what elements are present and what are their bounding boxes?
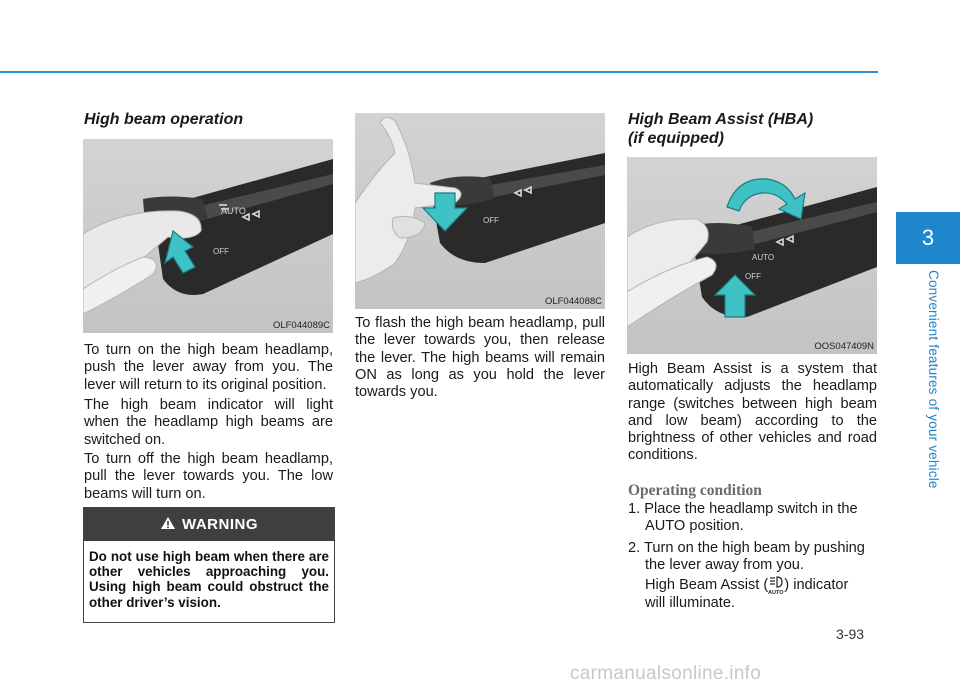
lever-label-off: OFF — [745, 272, 761, 281]
warning-triangle-icon — [160, 509, 176, 542]
warning-box — [83, 507, 335, 623]
step-1 — [628, 501, 878, 536]
lever-label-auto: AUTO — [752, 253, 775, 262]
step-1-cont: AUTO position. — [645, 518, 744, 535]
step-1-text: Place the headlamp switch in the — [644, 501, 858, 517]
subheading-operating-condition: Operating condition — [628, 482, 762, 499]
chapter-number-tab: 3 — [896, 212, 960, 264]
header-rule — [0, 71, 878, 73]
indicator-last: will illuminate. — [645, 595, 736, 611]
section-heading-high-beam-operation: High beam operation — [84, 111, 244, 128]
step-2-text: Turn on the high beam by pushing — [643, 540, 865, 556]
step-2-number: 2. — [628, 540, 641, 556]
step-2-cont: the lever away from you. — [645, 557, 804, 574]
section-heading-hba — [628, 110, 813, 148]
indicator-pre: High Beam Assist ( — [645, 577, 769, 593]
lever-label-auto: AUTO — [221, 206, 246, 216]
watermark: carmanualsonline.info — [570, 663, 762, 684]
lever-label-off: OFF — [213, 247, 229, 256]
warning-header — [84, 508, 334, 541]
lever-push-illustration — [83, 139, 333, 333]
warning-text: Do not use high beam when there are other vehicles approaching you. Using high beam could obstruct the other driver’s vision. — [89, 549, 329, 610]
figure-code: OLF044088C — [544, 296, 602, 307]
rotate-arrow-icon — [727, 179, 805, 219]
lever-hba-illustration — [627, 157, 877, 354]
lever-pull-illustration — [355, 113, 605, 309]
heading-hba-line2: (if equipped) — [628, 130, 724, 147]
heading-hba-line1: High Beam Assist (HBA) — [628, 111, 814, 128]
figure-code: OOS047409N — [814, 341, 874, 352]
hba-icon-label: AUTO — [768, 590, 784, 595]
chapter-title: Convenient features of your vehicle — [926, 270, 941, 489]
figure-flash-lever — [355, 113, 605, 309]
paragraph-turn-off: To turn off the high beam headlamp, pull the lever towards you. The low beams will turn on. — [84, 451, 333, 502]
step-1-number: 1. — [628, 501, 641, 517]
paragraph-flash: To flash the high beam headlamp, pull the lever towards you, then release the lever. The high beams will remain ON as long as you hold the lever towards you. — [355, 315, 605, 401]
paragraph-hba: High Beam Assist is a system that automatically adjusts the headlamp range (switches between high beam and low beam) according to the brightness of other vehicles and road conditions. — [628, 361, 877, 464]
indicator-post: ) indicator — [784, 577, 849, 593]
figure-hba-lever — [627, 157, 877, 354]
step-2 — [628, 540, 878, 575]
page-number: 3-93 — [836, 626, 865, 642]
step-2-indicator — [645, 575, 878, 612]
figure-push-lever — [83, 139, 333, 333]
high-beam-assist-icon — [768, 575, 784, 595]
warning-label: WARNING — [182, 516, 258, 533]
paragraph-indicator: The high beam indicator will light when the headlamp high beams are switched on. — [84, 397, 333, 448]
figure-code: OLF044089C — [272, 320, 330, 331]
paragraph-turn-on: To turn on the high beam headlamp, push the lever away from you. The lever will return to its original position. — [84, 342, 333, 393]
lever-label-off: OFF — [483, 216, 499, 225]
